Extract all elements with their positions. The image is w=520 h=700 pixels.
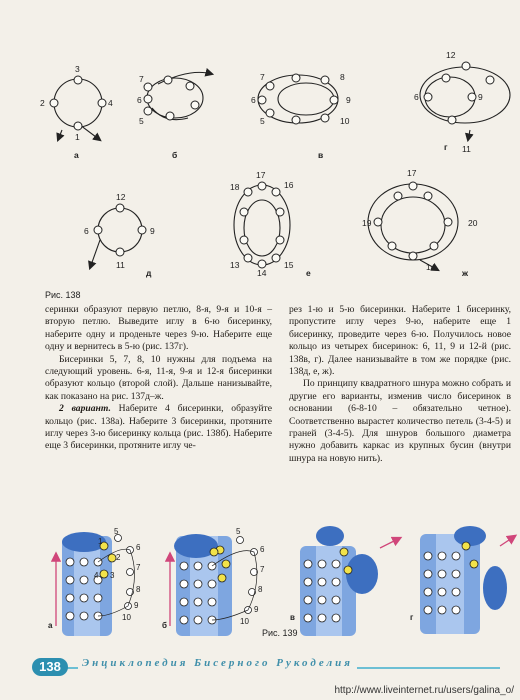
label: 11 (462, 144, 471, 154)
label: 2 (40, 98, 45, 108)
label: а (48, 621, 53, 630)
label: в (290, 613, 295, 622)
figure-138-diagrams (0, 0, 520, 290)
label: 6 (84, 226, 89, 236)
figure-139-diagrams (0, 516, 520, 646)
paragraph: рез 1-ю и 5-ю бисеринки. Наберите 1 бисеринку, пропустите иглу через 9-ю, наберите еще 1 бисеринку, проведите через 6-ю. Получилось новое кольцо из четырех бисеринок: 6, 11, 9 и 12-й (рис. 138в, г). Далее нанизывайте в том же порядке (рис. 138д, е, ж). (289, 304, 511, 378)
label: 3 (110, 571, 115, 580)
figure-139-caption: Рис. 139 (262, 628, 298, 638)
label: 6 (251, 95, 256, 105)
label: 20 (468, 218, 478, 228)
num: 3 (75, 64, 80, 74)
label: е (306, 268, 311, 278)
book-title: Энциклопедия Бисерного Рукоделия (78, 657, 357, 669)
label: г (444, 142, 448, 152)
label: 5 (114, 527, 119, 536)
label: 10 (340, 116, 350, 126)
paragraph: По принципу квадратного шнура можно собрать и другие его варианты, изменив число бисеринок в основании (6-8-10 – обязательно четное). Соответственно вырастет количество петель (3-4-5) и граней (3-4-5). Для шнуров большого диаметра нужно добавить каркас из крупных бусин (внутри шнура на новую нить). (289, 378, 511, 464)
label: 1 (75, 132, 80, 142)
label: 8 (340, 72, 345, 82)
label: б (172, 150, 178, 160)
label: 16 (284, 180, 294, 190)
paragraph: серинки образуют первую петлю, 8-я, 9-я и 10-я – вторую петлю. Выведите иглу в 6-ю бисеринку, наберите одну и проденьте через 9-ю. Наберите еще одну и вернитесь в 5-ю (рис. 137г). (45, 304, 272, 353)
label: 18 (230, 182, 240, 192)
figure-138-caption: Рис. 138 (45, 290, 81, 300)
label: д (146, 268, 152, 278)
label: 8 (258, 585, 263, 594)
panel-letter-a: а (74, 150, 79, 160)
label: 12 (116, 192, 126, 202)
source-url[interactable]: http://www.liveinternet.ru/users/galina_o/ (334, 685, 514, 696)
label: 11 (116, 260, 125, 270)
label: 7 (260, 72, 265, 82)
label: 5 (260, 116, 265, 126)
label: 6 (260, 545, 265, 554)
paragraph-variant (45, 403, 272, 453)
label: 15 (284, 260, 294, 270)
label: 9 (346, 95, 351, 105)
label: 5 (236, 527, 241, 536)
label: 10 (122, 613, 131, 622)
label: б (162, 621, 167, 630)
label: 7 (260, 565, 265, 574)
paragraph: Бисеринки 5, 7, 8, 10 нужны для подъема на следующий уровень. 6-я, 11-я, 9-я и 12-я бисеринки образуют кольцо (второй слой). Дальше нанизывайте, как показано на рис. 137д–ж. (45, 353, 272, 402)
label: 9 (150, 226, 155, 236)
variant-label: 2 вариант. (59, 403, 111, 415)
label: 14 (426, 262, 436, 272)
label: 9 (254, 605, 259, 614)
text-column-left (45, 304, 272, 453)
label: Наберите 4 бисеринки, образуйте кольцо (рис. 138а). Наберите 3 бисеринки, протяните иглу через 3-ю бисеринку кольца (рис. 138б). Наберите еще 3 бисеринки, протяните иглу че- (45, 403, 272, 452)
label: 4 (108, 98, 113, 108)
label: 5 (139, 116, 144, 126)
label: 17 (256, 170, 266, 180)
label: в (318, 150, 324, 160)
label: 7 (139, 74, 144, 84)
page-number: 138 (32, 658, 68, 676)
label: 19 (362, 218, 372, 228)
label: 9 (478, 92, 483, 102)
label: 4 (94, 571, 99, 580)
label: 6 (136, 543, 141, 552)
label: 17 (407, 168, 417, 178)
label: 6 (414, 92, 419, 102)
label: 8 (136, 585, 141, 594)
label: 6 (137, 95, 142, 105)
label: ж (462, 268, 469, 278)
label: 9 (134, 601, 139, 610)
label: 12 (446, 50, 456, 60)
label: 14 (257, 268, 267, 278)
text-column-right (289, 304, 511, 465)
label: 2 (116, 553, 121, 562)
label: 1 (98, 537, 103, 546)
label: 10 (240, 617, 249, 626)
label: г (410, 613, 414, 622)
label: 13 (230, 260, 240, 270)
label: 7 (136, 563, 141, 572)
